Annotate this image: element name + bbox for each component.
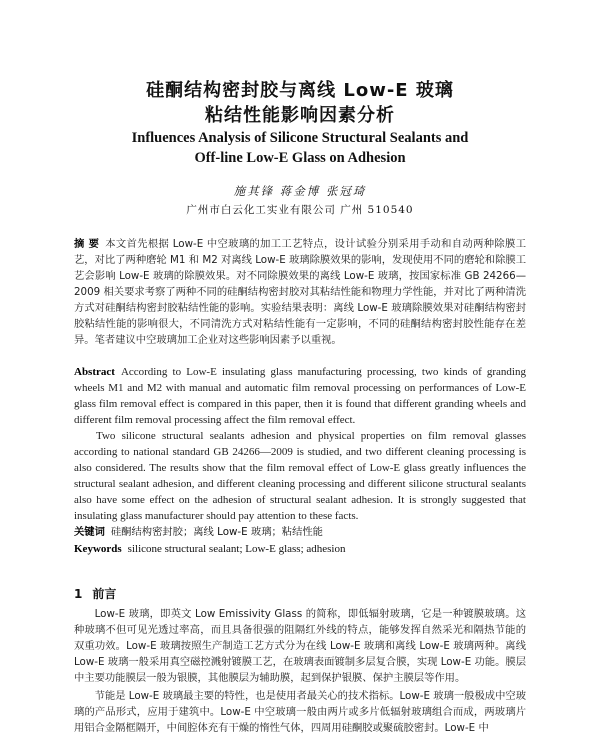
intro-paragraph-1: Low-E 玻璃，即英文 Low Emissivity Glass 的简称，即低辐射玻璃，它是一种镀膜玻璃。这种玻璃不但可见光透过率高，而且具备很强的阻隔红外线的特点，能够发挥自然采光和隔热节能的双重功效。Low-E 玻璃按照生产制造工艺方式分为在线 Low-E 玻璃和离线 Low-E 玻璃两种。离线 Low-E 玻璃一般采用真空磁控溅射镀膜工艺，在玻璃表面镀制多层复合膜，实现 Low-E 功能。膜层中主要功能膜层一般为银膜，其他膜层为辅助膜，起到保护银膜、保护主膜层等作用。 [74,608,526,684]
keywords-english-label: Keywords [74,543,122,555]
abstract-chinese [74,236,526,348]
keywords-english [74,541,526,557]
abstract-english-paragraph-1: According to Low-E insulating glass manufacturing processing, two kinds of granding wheels M1 and M2 with manual and automatic film removal processing on performances of Low-E glass film removal effect is compared in this paper, then it is found that different granding wheels and different film removal processing affect the film removal effect. [74,366,526,426]
authors: 施其锋 蒋金博 张冠琦 [233,184,367,198]
title-chinese-line-2: 粘结性能影响因素分析 [205,105,395,126]
abstract-english-label: Abstract [74,366,115,378]
section-title: 前言 [92,587,117,601]
keywords-english-text: silicone structural sealant; Low-E glass; adhesion [127,543,346,555]
keywords-chinese [74,524,526,540]
section-heading [74,585,116,602]
abstract-chinese-text: 本文首先根据 Low-E 中空玻璃的加工工艺特点，设计试验分别采用手动和自动两种除膜工艺，对比了两种磨轮 M1 和 M2 对离线 Low-E 玻璃除膜效果的影响，发现使用不同的磨轮和除膜工艺会影响 Low-E 玻璃的除膜效果。对不同除膜效果的离线 Low-E 玻璃，按国家标准 GB 24266—2009 相关要求考察了两种不同的硅酮结构密封胶对其粘结性能和物理力学性能，并对比了两种清洗方式对硅酮结构密封胶粘结性能的影响。实验结果表明：离线 Low-E 玻璃除膜效果对硅酮结构密封胶粘结性能的影响很大，不同清洗方式对粘结性能有一定影响，不同的硅酮结构密封胶性能存在差异。笔者建议中空玻璃加工企业对这些影响因素予以重视。 [74,238,526,346]
keywords-chinese-text: 硅酮结构密封胶；离线 Low-E 玻璃；粘结性能 [110,526,323,538]
abstract-english-paragraph-2: Two silicone structural sealants adhesion and physical properties on film removal glasses according to national standard GB 24266—2009 is studied, and two different cleaning processing is also considered. The results show that the film removal effect of Low-E glass greatly influences the structural sealant adhesion, and different cleaning processing and different silicone structural sealants also have some effect on the adhesion of structural sealant adhesion. It is strongly suggested that insulating glass manufacturer should pay attention to these facts. [74,430,526,522]
section-number: 1 [74,587,83,601]
abstract-chinese-label: 摘 要 [74,238,100,250]
title-chinese-line-1: 硅酮结构密封胶与离线 Low-E 玻璃 [146,80,454,101]
title-english-line-1: Influences Analysis of Silicone Structural Sealants and [131,130,469,146]
abstract-english [74,364,526,428]
affiliation: 广州市白云化工实业有限公司 广州 510540 [186,204,414,216]
keywords-chinese-label: 关键词 [74,526,105,538]
intro-paragraph-2: 节能是 Low-E 玻璃最主要的特性，也是使用者最关心的技术指标。Low-E 玻璃一般极成中空玻璃的产品形式，应用于建筑中。Low-E 中空玻璃一般由两片或多片低辐射玻璃组合而成，两玻璃片用铝合金隔框隔开，中间腔体充有干燥的惰性气体，四周用硅酮胶或聚硫胶密封。Low-E 中 [74,690,526,734]
title-english-line-2: Off-line Low-E Glass on Adhesion [194,150,406,166]
